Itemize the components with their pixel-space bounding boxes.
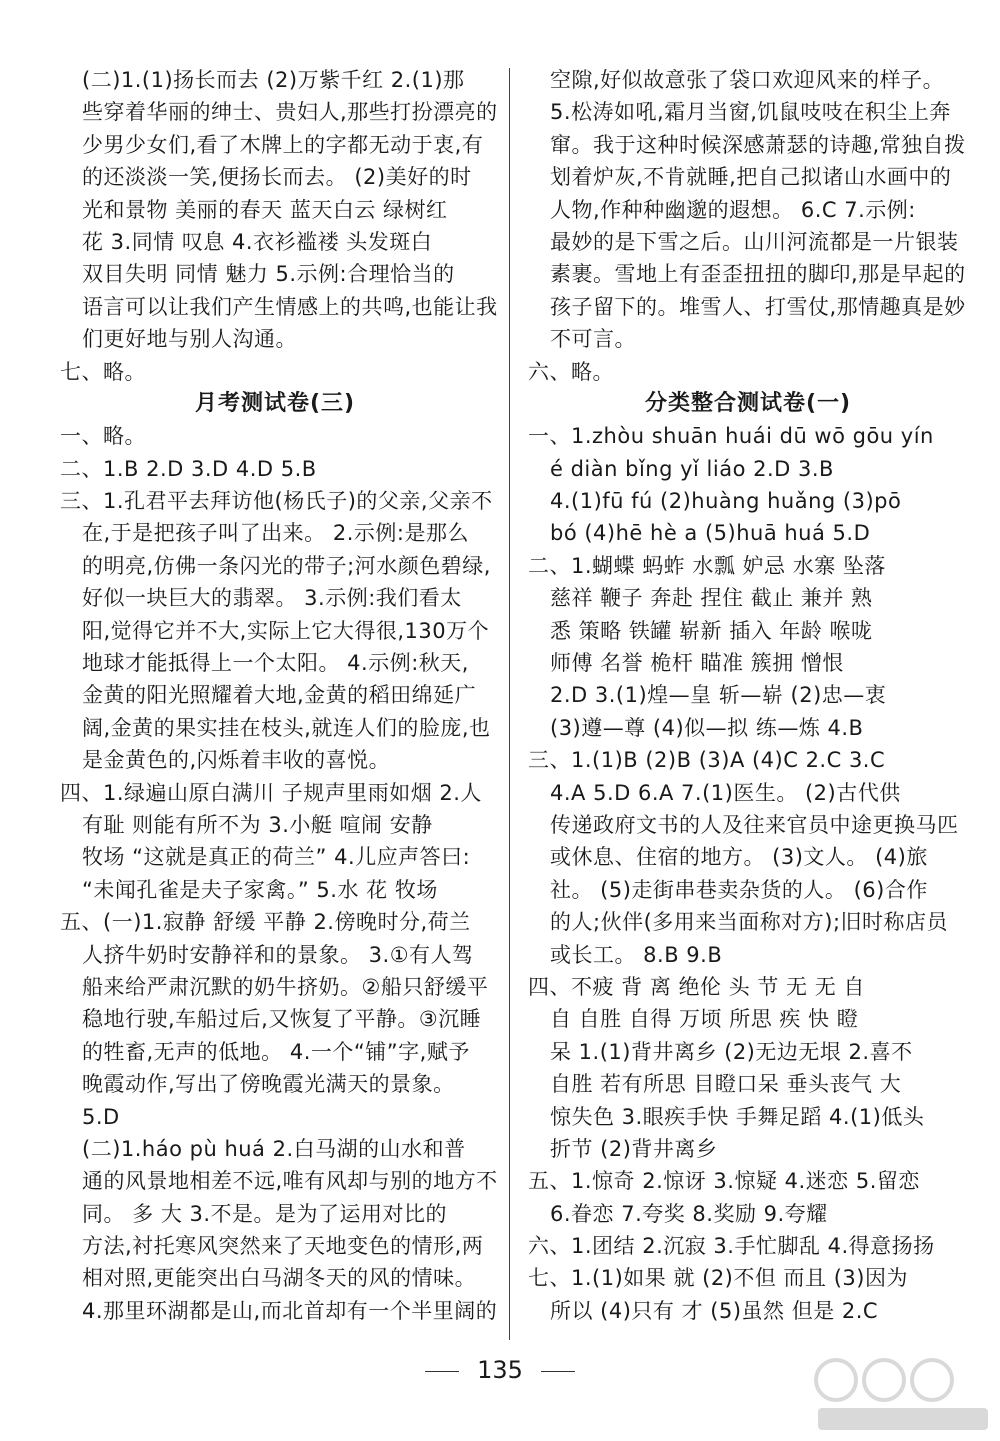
watermark-logo [808, 1354, 996, 1438]
left-text-line: 五、(一)1.寂静 舒缓 平静 2.傍晚时分,荷兰 [60, 910, 471, 935]
right-text-line: 一、1.zhòu shuān huái dū wō gōu yín [528, 424, 934, 449]
left-text-line: 的明亮,仿佛一条闪光的带子;河水颜色碧绿, [82, 553, 491, 578]
left-column [60, 64, 498, 1327]
left-text-line: (二)1.(1)扬长而去 (2)万紫千红 2.(1)那 [82, 68, 465, 92]
right-text-line: 师傅 名誉 桅杆 瞄准 簇拥 憎恨 [550, 651, 844, 676]
column-divider [509, 68, 510, 1340]
left-text-line: 人挤牛奶时安静祥和的景象。 3.①有人驾 [82, 942, 474, 967]
left-text-line: 方法,衬托寒风突然来了天地变色的情形,两 [82, 1234, 484, 1259]
right-text-line: 或长工。 8.B 9.B [550, 942, 723, 967]
left-text-line: 4.那里环湖都是山,而北首却有一个半里阔的 [82, 1298, 498, 1323]
right-text-line: 所以 (4)只有 才 (5)虽然 但是 2.C [550, 1298, 879, 1323]
right-text-line: 慈祥 鞭子 奔赴 捏住 截止 兼并 熟 [550, 586, 873, 611]
left-text-line: 四、1.绿遍山原白满川 子规声里雨如烟 2.人 [60, 780, 482, 805]
left-text-line: 是金黄色的,闪烁着丰收的喜悦。 [82, 748, 391, 773]
right-text-line: 七、1.(1)如果 就 (2)不但 而且 (3)因为 [528, 1266, 908, 1291]
right-text-line: 二、1.蝴蝶 蚂蚱 水瓢 妒忌 水寨 坠落 [528, 553, 886, 578]
left-text-line: 地球才能抵得上一个太阳。 4.示例:秋天, [82, 651, 469, 676]
right-text-line: 空隙,好似故意张了袋口欢迎风来的样子。 [550, 68, 945, 92]
right-text-line: 六、略。 [528, 359, 614, 384]
right-text-line: 孩子留下的。堆雪人、打雪仗,那情趣真是妙 [550, 294, 966, 319]
right-text-line: 四、不疲 背 离 绝伦 头 节 无 无 自 [528, 974, 865, 999]
footer-dash-right [541, 1371, 575, 1372]
right-text-line: 悉 策略 铁罐 崭新 插入 年龄 喉咙 [550, 618, 873, 643]
left-text-line: 双目失明 同情 魅力 5.示例:合理恰当的 [82, 262, 455, 287]
left-text-line: 一、略。 [60, 424, 146, 449]
right-text-line: 6.眷恋 7.夸奖 8.奖励 9.夸耀 [550, 1201, 828, 1226]
left-text-line: 少男少女们,看了木牌上的字都无动于衷,有 [82, 132, 484, 157]
right-text-line: 折节 (2)背井离乡 [550, 1136, 718, 1161]
left-text-line: 金黄的阳光照耀着大地,金黄的稻田绵延广 [82, 683, 477, 708]
left-text-line: 有耻 则能有所不为 3.小艇 喧闹 安静 [82, 812, 433, 837]
right-text-line: é diàn bǐng yǐ liáo 2.D 3.B [550, 456, 834, 481]
right-text-line: 5.松涛如吼,霜月当窗,饥鼠吱吱在积尘上奔 [550, 100, 951, 125]
left-text-line: 的还淡淡一笑,便扬长而去。 (2)美好的时 [82, 165, 472, 190]
left-text-line: 相对照,更能突出白马湖冬天的风的情味。 [82, 1266, 477, 1291]
right-text-line: 惊失色 3.眼疾手快 手舞足蹈 4.(1)低头 [550, 1104, 925, 1129]
right-text-line: 的人;伙伴(多用来当面称对方);旧时称店员 [550, 910, 949, 935]
left-text-line: 们更好地与别人沟通。 [82, 327, 297, 352]
left-text-line: 好似一块巨大的翡翠。 3.示例:我们看太 [82, 586, 462, 611]
right-text-line: 六、1.团结 2.沉寂 3.手忙脚乱 4.得意扬扬 [528, 1234, 935, 1259]
right-text-line: 4.(1)fū fú (2)huàng huǎng (3)pō [550, 489, 902, 514]
right-text-line: 划着炉灰,不肯就睡,把自己拟诸山水画中的 [550, 165, 952, 190]
left-text-line: 同。 多 大 3.不是。是为了运用对比的 [82, 1201, 448, 1226]
left-text-line: 稳地行驶,车船过后,又恢复了平静。③沉睡 [82, 1007, 482, 1032]
left-text-line: 光和景物 美丽的春天 蓝天白云 绿树红 [82, 197, 448, 222]
right-text-line: 2.D 3.(1)煌—皇 斩—崭 (2)忠—衷 [550, 683, 887, 708]
right-text-line: 素裹。雪地上有歪歪扭扭的脚印,那是早起的 [550, 262, 966, 287]
right-section-heading: 分类整合测试卷(一) [644, 390, 852, 416]
left-text-line: (二)1.háo pù huá 2.白马湖的山水和普 [82, 1136, 466, 1161]
left-text-line: 的牲畜,无声的低地。 4.一个“铺”字,赋予 [82, 1039, 470, 1064]
right-text-line: 三、1.(1)B (2)B (3)A (4)C 2.C 3.C [528, 748, 886, 773]
right-text-line: 4.A 5.D 6.A 7.(1)医生。 (2)古代供 [550, 780, 901, 805]
left-text-line: 些穿着华丽的绅士、贵妇人,那些打扮漂亮的 [82, 100, 498, 125]
right-column [528, 64, 968, 1327]
right-text-line: 最妙的是下雪之后。山川河流都是一片银装 [550, 229, 959, 254]
left-text-line: 语言可以让我们产生情感上的共鸣,也能让我 [82, 294, 498, 319]
right-text-line: 不可言。 [550, 327, 636, 352]
right-text-line: 社。 (5)走街串巷卖杂货的人。 (6)合作 [550, 877, 928, 902]
right-text-line: 五、1.惊奇 2.惊讶 3.惊疑 4.迷恋 5.留恋 [528, 1169, 920, 1194]
right-text-line: 传递政府文书的人及往来官员中途更换马匹 [550, 812, 959, 837]
left-text-line: 阔,金黄的果实挂在枝头,就连人们的脸庞,也 [82, 715, 491, 740]
right-text-line: 自 自胜 自得 万顷 所思 疾 快 瞪 [550, 1007, 859, 1032]
page-number: 135 [477, 1356, 523, 1384]
right-text-line: (3)遵—尊 (4)似—拟 练—炼 4.B [550, 715, 864, 740]
footer-dash-left [425, 1371, 459, 1372]
left-text-line: 二、1.B 2.D 3.D 4.D 5.B [60, 456, 317, 481]
right-text-line: 窜。我于这种时候深感萧瑟的诗趣,常独自拨 [550, 132, 966, 157]
left-text-line: 通的风景地相差不远,唯有风却与别的地方不 [82, 1169, 498, 1194]
right-text-line: 人物,作种种幽邈的遐想。 6.C 7.示例: [550, 197, 916, 222]
right-text-line: 呆 1.(1)背井离乡 (2)无边无垠 2.喜不 [550, 1039, 913, 1064]
left-text-line: 船来给严肃沉默的奶牛挤奶。②船只舒缓平 [82, 974, 489, 999]
right-text-line: 自胜 若有所思 目瞪口呆 垂头丧气 大 [550, 1072, 902, 1097]
left-text-line: 七、略。 [60, 359, 146, 384]
left-text-line: 花 3.同情 叹息 4.衣衫褴褛 头发斑白 [82, 229, 433, 254]
left-text-line: 三、1.孔君平去拜访他(杨氏子)的父亲,父亲不 [60, 489, 493, 514]
left-text-line: 5.D [82, 1104, 120, 1129]
left-text-line: 晚霞动作,写出了傍晚霞光满天的景象。 [82, 1072, 455, 1097]
left-text-line: “未闻孔雀是夫子家禽。” 5.水 花 牧场 [82, 877, 438, 902]
right-text-line: 或休息、住宿的地方。 (3)文人。 (4)旅 [550, 845, 928, 870]
left-section-heading: 月考测试卷(三) [194, 390, 356, 416]
right-text-line: bó (4)hē hè a (5)huā huá 5.D [550, 521, 871, 546]
left-text-line: 在,于是把孩子叫了出来。 2.示例:是那么 [82, 521, 469, 546]
left-text-line: 阳,觉得它并不大,实际上它大得很,130万个 [82, 618, 490, 643]
left-text-line: 牧场 “这就是真正的荷兰” 4.儿应声答曰: [82, 845, 471, 870]
